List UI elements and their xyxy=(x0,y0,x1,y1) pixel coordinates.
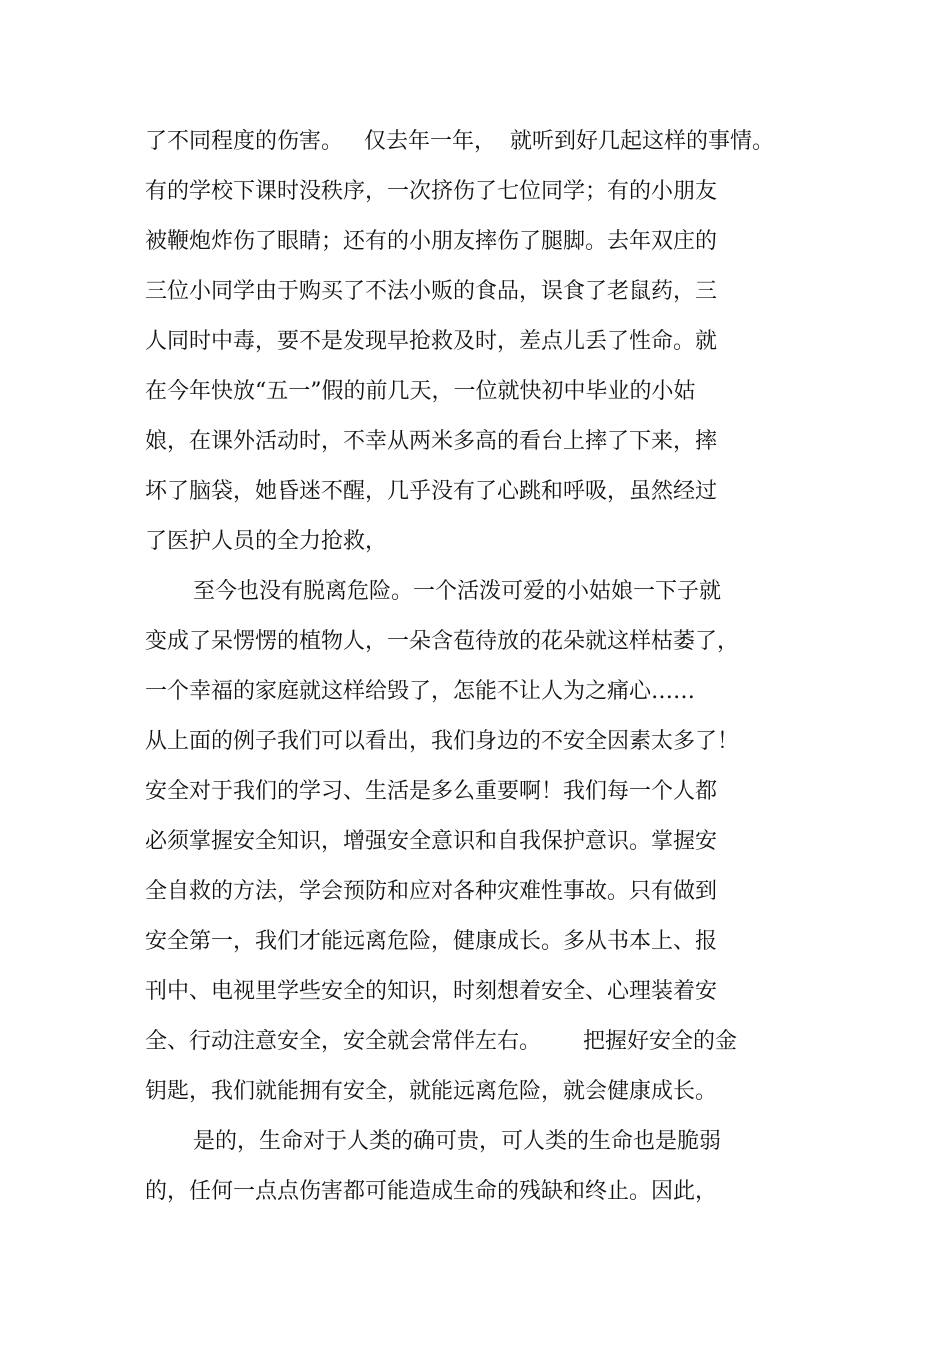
text-line: 了不同程度的伤害。 仅去年一年， 就听到好几起这样的事情。 xyxy=(145,129,774,154)
text-line: 三位小同学由于购买了不法小贩的食品，误食了老鼠药，三 xyxy=(145,279,718,304)
text-line: 有的学校下课时没秩序，一次挤伤了七位同学；有的小朋友 xyxy=(145,179,718,204)
paragraph-start-line: 是的，生命对于人类的确可贵，可人类的生命也是脆弱 xyxy=(193,1129,722,1154)
text-line: 娘，在课外活动时，不幸从两米多高的看台上摔了下来，摔 xyxy=(145,429,718,454)
text-line: 钥匙，我们就能拥有安全，就能远离危险，就会健康成长。 xyxy=(145,1079,718,1104)
text-line: 在今年快放“五一”假的前几天，一位就快初中毕业的小姑 xyxy=(145,379,696,404)
text-line: 坏了脑袋，她昏迷不醒，几乎没有了心跳和呼吸，虽然经过 xyxy=(145,479,718,504)
paragraph-start-line: 至今也没有脱离危险。一个活泼可爱的小姑娘一下子就 xyxy=(193,579,722,604)
text-line: 人同时中毒，要不是发现早抢救及时，差点儿丢了性命。就 xyxy=(145,329,718,354)
text-line: 刊中、电视里学些安全的知识，时刻想着安全、心理装着安 xyxy=(145,979,718,1004)
text-line: 安全第一，我们才能远离危险，健康成长。多从书本上、报 xyxy=(145,929,718,954)
text-line: 安全对于我们的学习、生活是多么重要啊！我们每一个人都 xyxy=(145,779,718,804)
text-line: 的，任何一点点伤害都可能造成生命的残缺和终止。因此， xyxy=(145,1179,718,1204)
text-line: 一个幸福的家庭就这样给毁了，怎能不让人为之痛心…… xyxy=(145,679,696,704)
text-line: 了医护人员的全力抢救， xyxy=(145,529,388,554)
text-line: 必须掌握安全知识，增强安全意识和自我保护意识。掌握安 xyxy=(145,829,718,854)
text-line: 全、行动注意安全，安全就会常伴左右。 把握好安全的金 xyxy=(145,1029,737,1054)
text-line: 被鞭炮炸伤了眼睛；还有的小朋友摔伤了腿脚。去年双庄的 xyxy=(145,229,718,254)
text-line: 变成了呆愣愣的植物人，一朵含苞待放的花朵就这样枯萎了， xyxy=(145,629,740,654)
text-line: 全自救的方法，学会预防和应对各种灾难性事故。只有做到 xyxy=(145,879,718,904)
text-line: 从上面的例子我们可以看出，我们身边的不安全因素太多了！ xyxy=(145,729,740,754)
